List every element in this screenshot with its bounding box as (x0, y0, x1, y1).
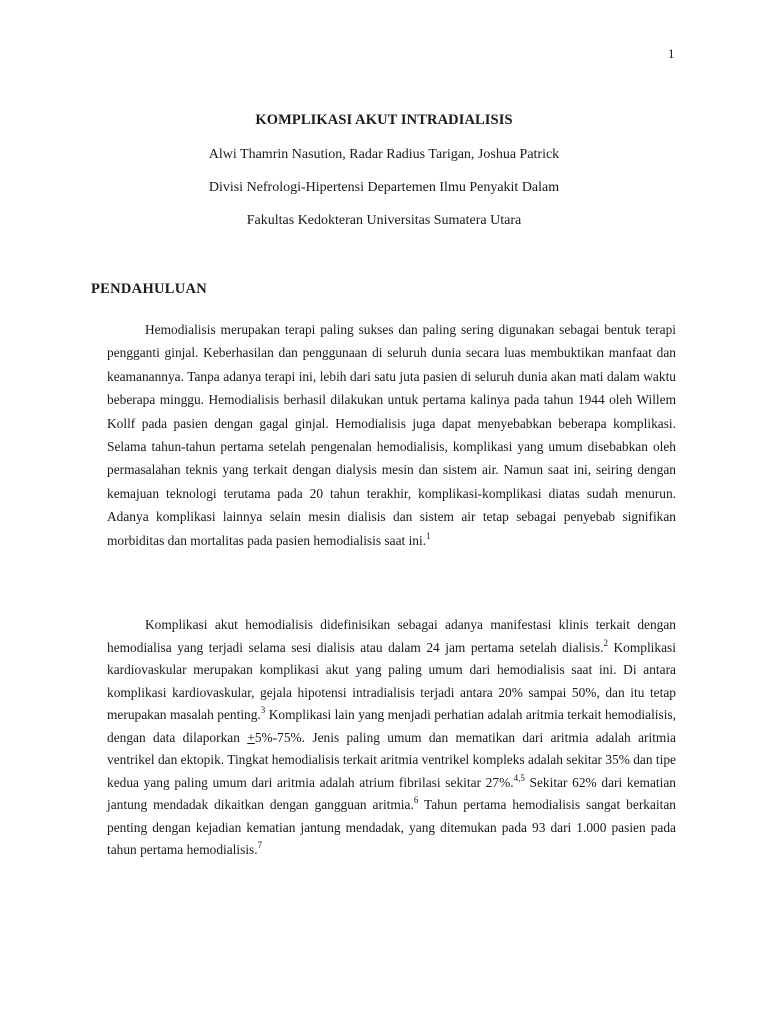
section-heading: PENDAHULUAN (91, 281, 208, 297)
reference-3: 3 (260, 705, 266, 715)
title-block (0, 112, 768, 129)
affiliation-line-2: Fakultas Kedokteran Universitas Sumatera Utara (246, 213, 522, 228)
paragraph-1 (107, 318, 676, 552)
document-title: KOMPLIKASI AKUT INTRADIALISIS (255, 112, 513, 128)
page-number: 1 (668, 46, 675, 61)
plus-minus-sign: + (247, 729, 255, 745)
paragraph-2-sentence: Komplikasi lain yang menjadi perhatian adalah aritmia terkait hemodialisis, dengan data dilaporkan (107, 707, 676, 745)
paragraph-2-sentence: 5%-75%. Jenis paling umum dan mematikan dari aritmia adalah aritmia ventrikel dan ektopik. Tingkat hemodialisis terkait aritmia ventrikel kompleks adalah sekitar 35% dan tipe kedua yang paling umum dari aritmia adalah atrium fibrilasi sekitar 27%. (107, 729, 676, 790)
paragraph-2-sentence: Sekitar 62% dari kematian jantung mendadak dikaitkan dengan gangguan aritmia. (107, 774, 676, 812)
affiliation-line-1: Divisi Nefrologi-Hipertensi Departemen Ilmu Penyakit Dalam (208, 180, 560, 195)
reference-4-5: 4,5 (513, 772, 525, 783)
authors: Alwi Thamrin Nasution, Radar Radius Tarigan, Joshua Patrick (208, 147, 560, 162)
reference-2: 2 (603, 637, 608, 648)
reference-1: 1 (426, 530, 431, 541)
paragraph-2-sentence: Tahun pertama hemodialisis sangat berkaitan penting dengan kejadian kematian jantung mendadak, yang ditemukan pada 93 dari 1.000 pasien pada tahun pertama hemodialisis. (107, 797, 676, 857)
paragraph-2-sentence: Komplikasi kardiovaskular merupakan komplikasi akut yang paling umum dari hemodialisis saat ini. Di antara komplikasi kardiovaskular, gejala hipotensi intradialisis terjadi antara 20% sampai 50%, dan itu tetap merupakan masalah penting. (107, 639, 676, 722)
reference-7: 7 (257, 840, 263, 850)
reference-6: 6 (413, 795, 419, 805)
paragraph-2 (107, 614, 676, 862)
paragraph-1-text: Hemodialisis merupakan terapi paling sukses dan paling sering digunakan sebagai bentuk terapi pengganti ginjal. Keberhasilan dan penggunaan di seluruh dunia secara luas membuktikan manfaat dan keamanannya. Tanpa adanya terapi ini, lebih dari satu juta pasien di seluruh dunia akan mati dalam waktu beberapa minggu. Hemodialisis berhasil dilakukan untuk pertama kalinya pada tahun 1944 oleh Willem Kollf pada pasien dengan gagal ginjal. Hemodialisis juga dapat menyebabkan beberapa komplikasi. Selama tahun-tahun pertama setelah pengenalan hemodialisis, komplikasi yang umum disebabkan oleh permasalahan teknis yang terkait dengan dialysis mesin dan sistem air. Namun saat ini, seiring dengan kemajuan teknologi terutama pada 20 tahun terakhir, komplikasi-komplikasi diatas sudah menurun. Adanya komplikasi lainnya selain mesin dialisis dan sistem air tetap sebagai penyebab signifikan morbiditas dan mortalitas pada pasien hemodialisis saat ini. (107, 322, 676, 548)
paragraph-2-sentence: Komplikasi akut hemodialisis didefinisikan sebagai adanya manifestasi klinis terkait dengan hemodialisa yang terjadi selama sesi dialisis atau dalam 24 jam pertama setelah dialisis. (107, 617, 676, 655)
